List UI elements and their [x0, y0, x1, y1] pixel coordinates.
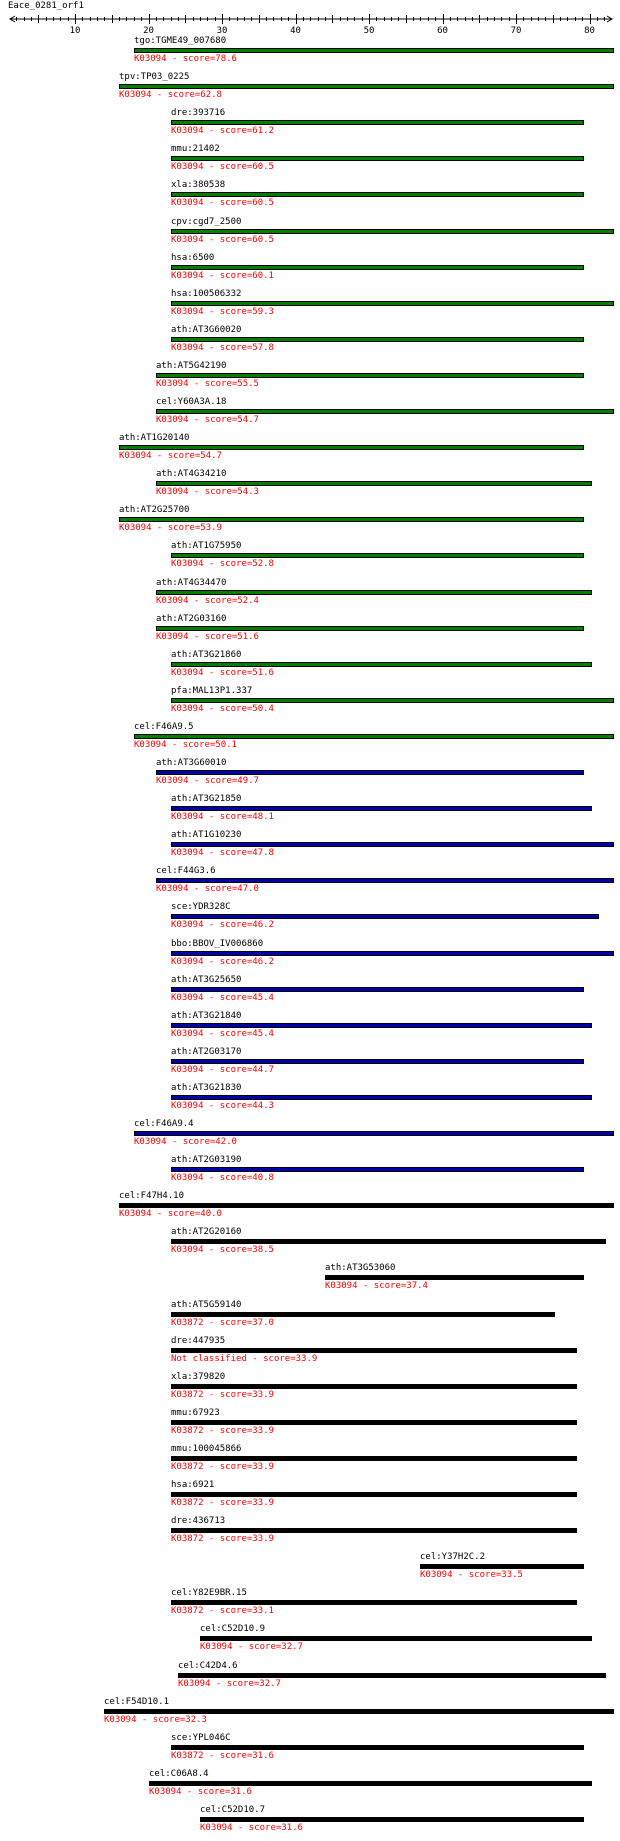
- hit-alignment-bar[interactable]: [171, 553, 584, 558]
- position-ruler: [0, 0, 620, 40]
- hit-score-link[interactable]: K03872 - score=31.6: [171, 1751, 274, 1761]
- ruler-tick-label: 10: [69, 26, 81, 36]
- hit-name-link[interactable]: ath:AT2G25700: [119, 505, 190, 515]
- hit-alignment-bar[interactable]: [171, 229, 614, 234]
- hit-score-link[interactable]: K03094 - score=40.0: [119, 1209, 222, 1219]
- hit-alignment-bar[interactable]: [156, 878, 614, 883]
- hit-score-link[interactable]: K03094 - score=55.5: [156, 379, 259, 389]
- hit-score-link[interactable]: K03094 - score=31.6: [200, 1823, 303, 1833]
- hit-score-link[interactable]: K03094 - score=60.1: [171, 271, 274, 281]
- hit-score-link[interactable]: K03872 - score=33.9: [171, 1534, 274, 1544]
- hit-alignment-bar[interactable]: [104, 1709, 614, 1714]
- hit-alignment-bar[interactable]: [171, 1167, 584, 1172]
- hit-name-link[interactable]: cpv:cgd7_2500: [171, 217, 242, 227]
- hit-alignment-bar[interactable]: [171, 1312, 555, 1317]
- hit-name-link[interactable]: cel:F44G3.6: [156, 866, 216, 876]
- hit-name-link[interactable]: bbo:BBOV_IV006860: [171, 939, 264, 949]
- hit-alignment-bar[interactable]: [171, 951, 614, 956]
- hit-name-link[interactable]: cel:F54D10.1: [104, 1697, 170, 1707]
- hit-score-link[interactable]: K03094 - score=78.6: [134, 54, 237, 64]
- hit-name-link[interactable]: mmu:67923: [171, 1408, 220, 1418]
- hit-name-link[interactable]: ath:AT1G10230: [171, 830, 242, 840]
- hit-alignment-bar[interactable]: [134, 48, 614, 53]
- hit-name-link[interactable]: hsa:6500: [171, 253, 215, 263]
- hit-score-link[interactable]: K03094 - score=60.5: [171, 162, 274, 172]
- hit-score-link[interactable]: K03094 - score=45.4: [171, 1029, 274, 1039]
- hit-alignment-bar[interactable]: [171, 192, 584, 197]
- hit-score-link[interactable]: K03872 - score=37.0: [171, 1318, 274, 1328]
- hit-alignment-bar[interactable]: [171, 120, 584, 125]
- hit-name-link[interactable]: ath:AT2G03160: [156, 614, 227, 624]
- hit-score-link[interactable]: K03872 - score=33.9: [171, 1426, 274, 1436]
- hit-alignment-bar[interactable]: [119, 84, 614, 89]
- hit-alignment-bar[interactable]: [200, 1636, 592, 1641]
- hit-alignment-bar[interactable]: [171, 1384, 577, 1389]
- hit-alignment-bar[interactable]: [156, 626, 584, 631]
- hit-score-link[interactable]: K03872 - score=33.9: [171, 1498, 274, 1508]
- hit-alignment-bar[interactable]: [200, 1817, 584, 1822]
- hit-alignment-bar[interactable]: [171, 806, 592, 811]
- hit-score-link[interactable]: K03094 - score=50.4: [171, 704, 274, 714]
- hit-alignment-bar[interactable]: [171, 337, 584, 342]
- hit-score-link[interactable]: K03094 - score=47.0: [156, 884, 259, 894]
- hit-alignment-bar[interactable]: [156, 590, 592, 595]
- hit-name-link[interactable]: dre:393716: [171, 108, 226, 118]
- hit-score-link[interactable]: K03094 - score=44.3: [171, 1101, 274, 1111]
- hit-name-link[interactable]: ath:AT3G53060: [325, 1263, 396, 1273]
- hit-name-link[interactable]: ath:AT3G21850: [171, 794, 242, 804]
- hit-alignment-bar[interactable]: [171, 1059, 584, 1064]
- hit-name-link[interactable]: cel:F46A9.5: [134, 722, 194, 732]
- query-title: Eace_0281_orf1: [8, 1, 84, 11]
- hit-score-link[interactable]: K03094 - score=48.1: [171, 812, 274, 822]
- hit-name-link[interactable]: ath:AT3G25650: [171, 975, 242, 985]
- hit-alignment-bar[interactable]: [171, 301, 614, 306]
- hit-alignment-bar[interactable]: [156, 373, 584, 378]
- hit-score-link[interactable]: K03094 - score=50.1: [134, 740, 237, 750]
- hit-name-link[interactable]: mmu:100045866: [171, 1444, 242, 1454]
- hit-alignment-bar[interactable]: [149, 1781, 592, 1786]
- hit-score-link[interactable]: K03094 - score=53.9: [119, 523, 222, 533]
- ruler-tick-label: 60: [437, 26, 448, 36]
- hit-score-link[interactable]: K03094 - score=60.5: [171, 235, 274, 245]
- hit-alignment-bar[interactable]: [171, 662, 592, 667]
- ruler-tick-label: 20: [143, 26, 154, 36]
- ruler-tick-label: 30: [216, 26, 228, 36]
- hit-score-link[interactable]: K03094 - score=60.5: [171, 198, 274, 208]
- hit-score-link[interactable]: K03872 - score=33.1: [171, 1606, 274, 1616]
- hit-alignment-bar[interactable]: [420, 1564, 584, 1569]
- hit-name-link[interactable]: cel:C06A8.4: [149, 1769, 209, 1779]
- hit-alignment-bar[interactable]: [171, 1456, 577, 1461]
- hit-score-link[interactable]: K03094 - score=62.8: [119, 90, 222, 100]
- hit-alignment-bar[interactable]: [171, 1492, 577, 1497]
- hit-alignment-bar[interactable]: [171, 1745, 584, 1750]
- hit-name-link[interactable]: sce:YPL046C: [171, 1733, 231, 1743]
- hit-name-link[interactable]: ath:AT3G21860: [171, 650, 242, 660]
- hit-name-link[interactable]: tgo:TGME49_007680: [134, 36, 227, 46]
- hit-name-link[interactable]: tpv:TP03_0225: [119, 72, 190, 82]
- hit-score-link[interactable]: K03094 - score=52.8: [171, 559, 274, 569]
- hit-score-link[interactable]: K03094 - score=54.7: [156, 415, 259, 425]
- hit-score-link[interactable]: K03094 - score=32.3: [104, 1715, 207, 1725]
- hit-score-link[interactable]: K03094 - score=59.3: [171, 307, 274, 317]
- hit-name-link[interactable]: ath:AT3G21840: [171, 1011, 242, 1021]
- hit-score-link[interactable]: K03094 - score=52.4: [156, 596, 259, 606]
- hit-score-link[interactable]: K03094 - score=47.8: [171, 848, 274, 858]
- hit-score-link[interactable]: K03094 - score=32.7: [200, 1642, 303, 1652]
- hit-alignment-bar[interactable]: [171, 1023, 592, 1028]
- hit-name-link[interactable]: ath:AT1G20140: [119, 433, 190, 443]
- hit-name-link[interactable]: cel:C42D4.6: [178, 1661, 238, 1671]
- hit-score-link[interactable]: K03094 - score=49.7: [156, 776, 259, 786]
- hit-name-link[interactable]: sce:YDR328C: [171, 902, 231, 912]
- hit-alignment-bar[interactable]: [171, 265, 584, 270]
- hit-alignment-bar[interactable]: [171, 1420, 577, 1425]
- hit-alignment-bar[interactable]: [156, 409, 614, 414]
- ruler-tick-label: 80: [584, 26, 595, 36]
- hit-name-link[interactable]: ath:AT3G21830: [171, 1083, 242, 1093]
- hit-name-link[interactable]: ath:AT1G75950: [171, 541, 242, 551]
- hit-score-link[interactable]: K03094 - score=54.3: [156, 487, 259, 497]
- hit-name-link[interactable]: dre:447935: [171, 1336, 226, 1346]
- hit-name-link[interactable]: cel:C52D10.7: [200, 1805, 266, 1815]
- hit-alignment-bar[interactable]: [171, 987, 584, 992]
- hit-alignment-bar[interactable]: [171, 842, 614, 847]
- hit-score-link[interactable]: K03094 - score=32.7: [178, 1679, 281, 1689]
- hit-alignment-bar[interactable]: [119, 445, 584, 450]
- hit-score-link[interactable]: K03094 - score=46.2: [171, 920, 274, 930]
- hit-score-link[interactable]: K03094 - score=31.6: [149, 1787, 252, 1797]
- hit-name-link[interactable]: cel:Y60A3A.18: [156, 397, 227, 407]
- hit-alignment-bar[interactable]: [171, 156, 584, 161]
- hit-score-link[interactable]: K03094 - score=45.4: [171, 993, 274, 1003]
- hit-alignment-bar[interactable]: [171, 698, 614, 703]
- hit-name-link[interactable]: cel:Y37H2C.2: [420, 1552, 486, 1562]
- hit-alignment-bar[interactable]: [171, 1239, 606, 1244]
- hit-name-link[interactable]: ath:AT4G34470: [156, 578, 227, 588]
- hit-name-link[interactable]: cel:Y82E9BR.15: [171, 1588, 247, 1598]
- hit-name-link[interactable]: dre:436713: [171, 1516, 226, 1526]
- hit-alignment-bar[interactable]: [134, 734, 614, 739]
- hit-name-link[interactable]: ath:AT5G59140: [171, 1300, 242, 1310]
- hit-name-link[interactable]: ath:AT3G60020: [171, 325, 242, 335]
- hit-score-link[interactable]: K03094 - score=37.4: [325, 1281, 428, 1291]
- hit-alignment-bar[interactable]: [134, 1131, 614, 1136]
- hit-alignment-bar[interactable]: [178, 1673, 606, 1678]
- hit-name-link[interactable]: ath:AT3G60010: [156, 758, 227, 768]
- hit-alignment-bar[interactable]: [171, 1348, 577, 1353]
- hit-score-link[interactable]: K03094 - score=38.5: [171, 1245, 274, 1255]
- ruler-tick-label: 70: [510, 26, 522, 36]
- hit-alignment-bar[interactable]: [119, 517, 584, 522]
- hit-score-link[interactable]: Not classified - score=33.9: [171, 1354, 318, 1364]
- hit-score-link[interactable]: K03094 - score=42.0: [134, 1137, 237, 1147]
- hit-score-link[interactable]: K03094 - score=54.7: [119, 451, 222, 461]
- hit-score-link[interactable]: K03094 - score=44.7: [171, 1065, 274, 1075]
- hit-name-link[interactable]: cel:F46A9.4: [134, 1119, 194, 1129]
- hit-score-link[interactable]: K03872 - score=33.9: [171, 1462, 274, 1472]
- hit-name-link[interactable]: cel:C52D10.9: [200, 1624, 266, 1634]
- ruler-tick-label: 40: [290, 26, 301, 36]
- hit-name-link[interactable]: mmu:21402: [171, 144, 220, 154]
- hit-score-link[interactable]: K03094 - score=33.5: [420, 1570, 523, 1580]
- hit-score-link[interactable]: K03094 - score=57.8: [171, 343, 274, 353]
- hit-name-link[interactable]: xla:379820: [171, 1372, 226, 1382]
- hit-alignment-bar[interactable]: [119, 1203, 614, 1208]
- hit-alignment-bar[interactable]: [325, 1275, 584, 1280]
- hit-name-link[interactable]: ath:AT2G03190: [171, 1155, 242, 1165]
- hit-alignment-bar[interactable]: [156, 481, 592, 486]
- ruler-tick-label: 50: [363, 26, 375, 36]
- hit-name-link[interactable]: ath:AT4G34210: [156, 469, 227, 479]
- hit-score-link[interactable]: K03094 - score=46.2: [171, 957, 274, 967]
- hit-score-link[interactable]: K03094 - score=51.6: [171, 668, 274, 678]
- hit-name-link[interactable]: ath:AT2G03170: [171, 1047, 242, 1057]
- hit-name-link[interactable]: pfa:MAL13P1.337: [171, 686, 253, 696]
- hit-alignment-bar[interactable]: [156, 770, 584, 775]
- hit-score-link[interactable]: K03094 - score=51.6: [156, 632, 259, 642]
- hit-name-link[interactable]: ath:AT2G20160: [171, 1227, 242, 1237]
- hit-alignment-bar[interactable]: [171, 1095, 592, 1100]
- hit-alignment-bar[interactable]: [171, 1600, 577, 1605]
- hit-alignment-bar[interactable]: [171, 914, 599, 919]
- hit-score-link[interactable]: K03094 - score=40.8: [171, 1173, 274, 1183]
- hit-score-link[interactable]: K03094 - score=61.2: [171, 126, 274, 136]
- hit-name-link[interactable]: xla:380538: [171, 180, 226, 190]
- hit-score-link[interactable]: K03872 - score=33.9: [171, 1390, 274, 1400]
- hit-name-link[interactable]: hsa:6921: [171, 1480, 215, 1490]
- hit-name-link[interactable]: ath:AT5G42190: [156, 361, 227, 371]
- hit-alignment-bar[interactable]: [171, 1528, 577, 1533]
- hit-name-link[interactable]: cel:F47H4.10: [119, 1191, 185, 1201]
- hit-name-link[interactable]: hsa:100506332: [171, 289, 242, 299]
